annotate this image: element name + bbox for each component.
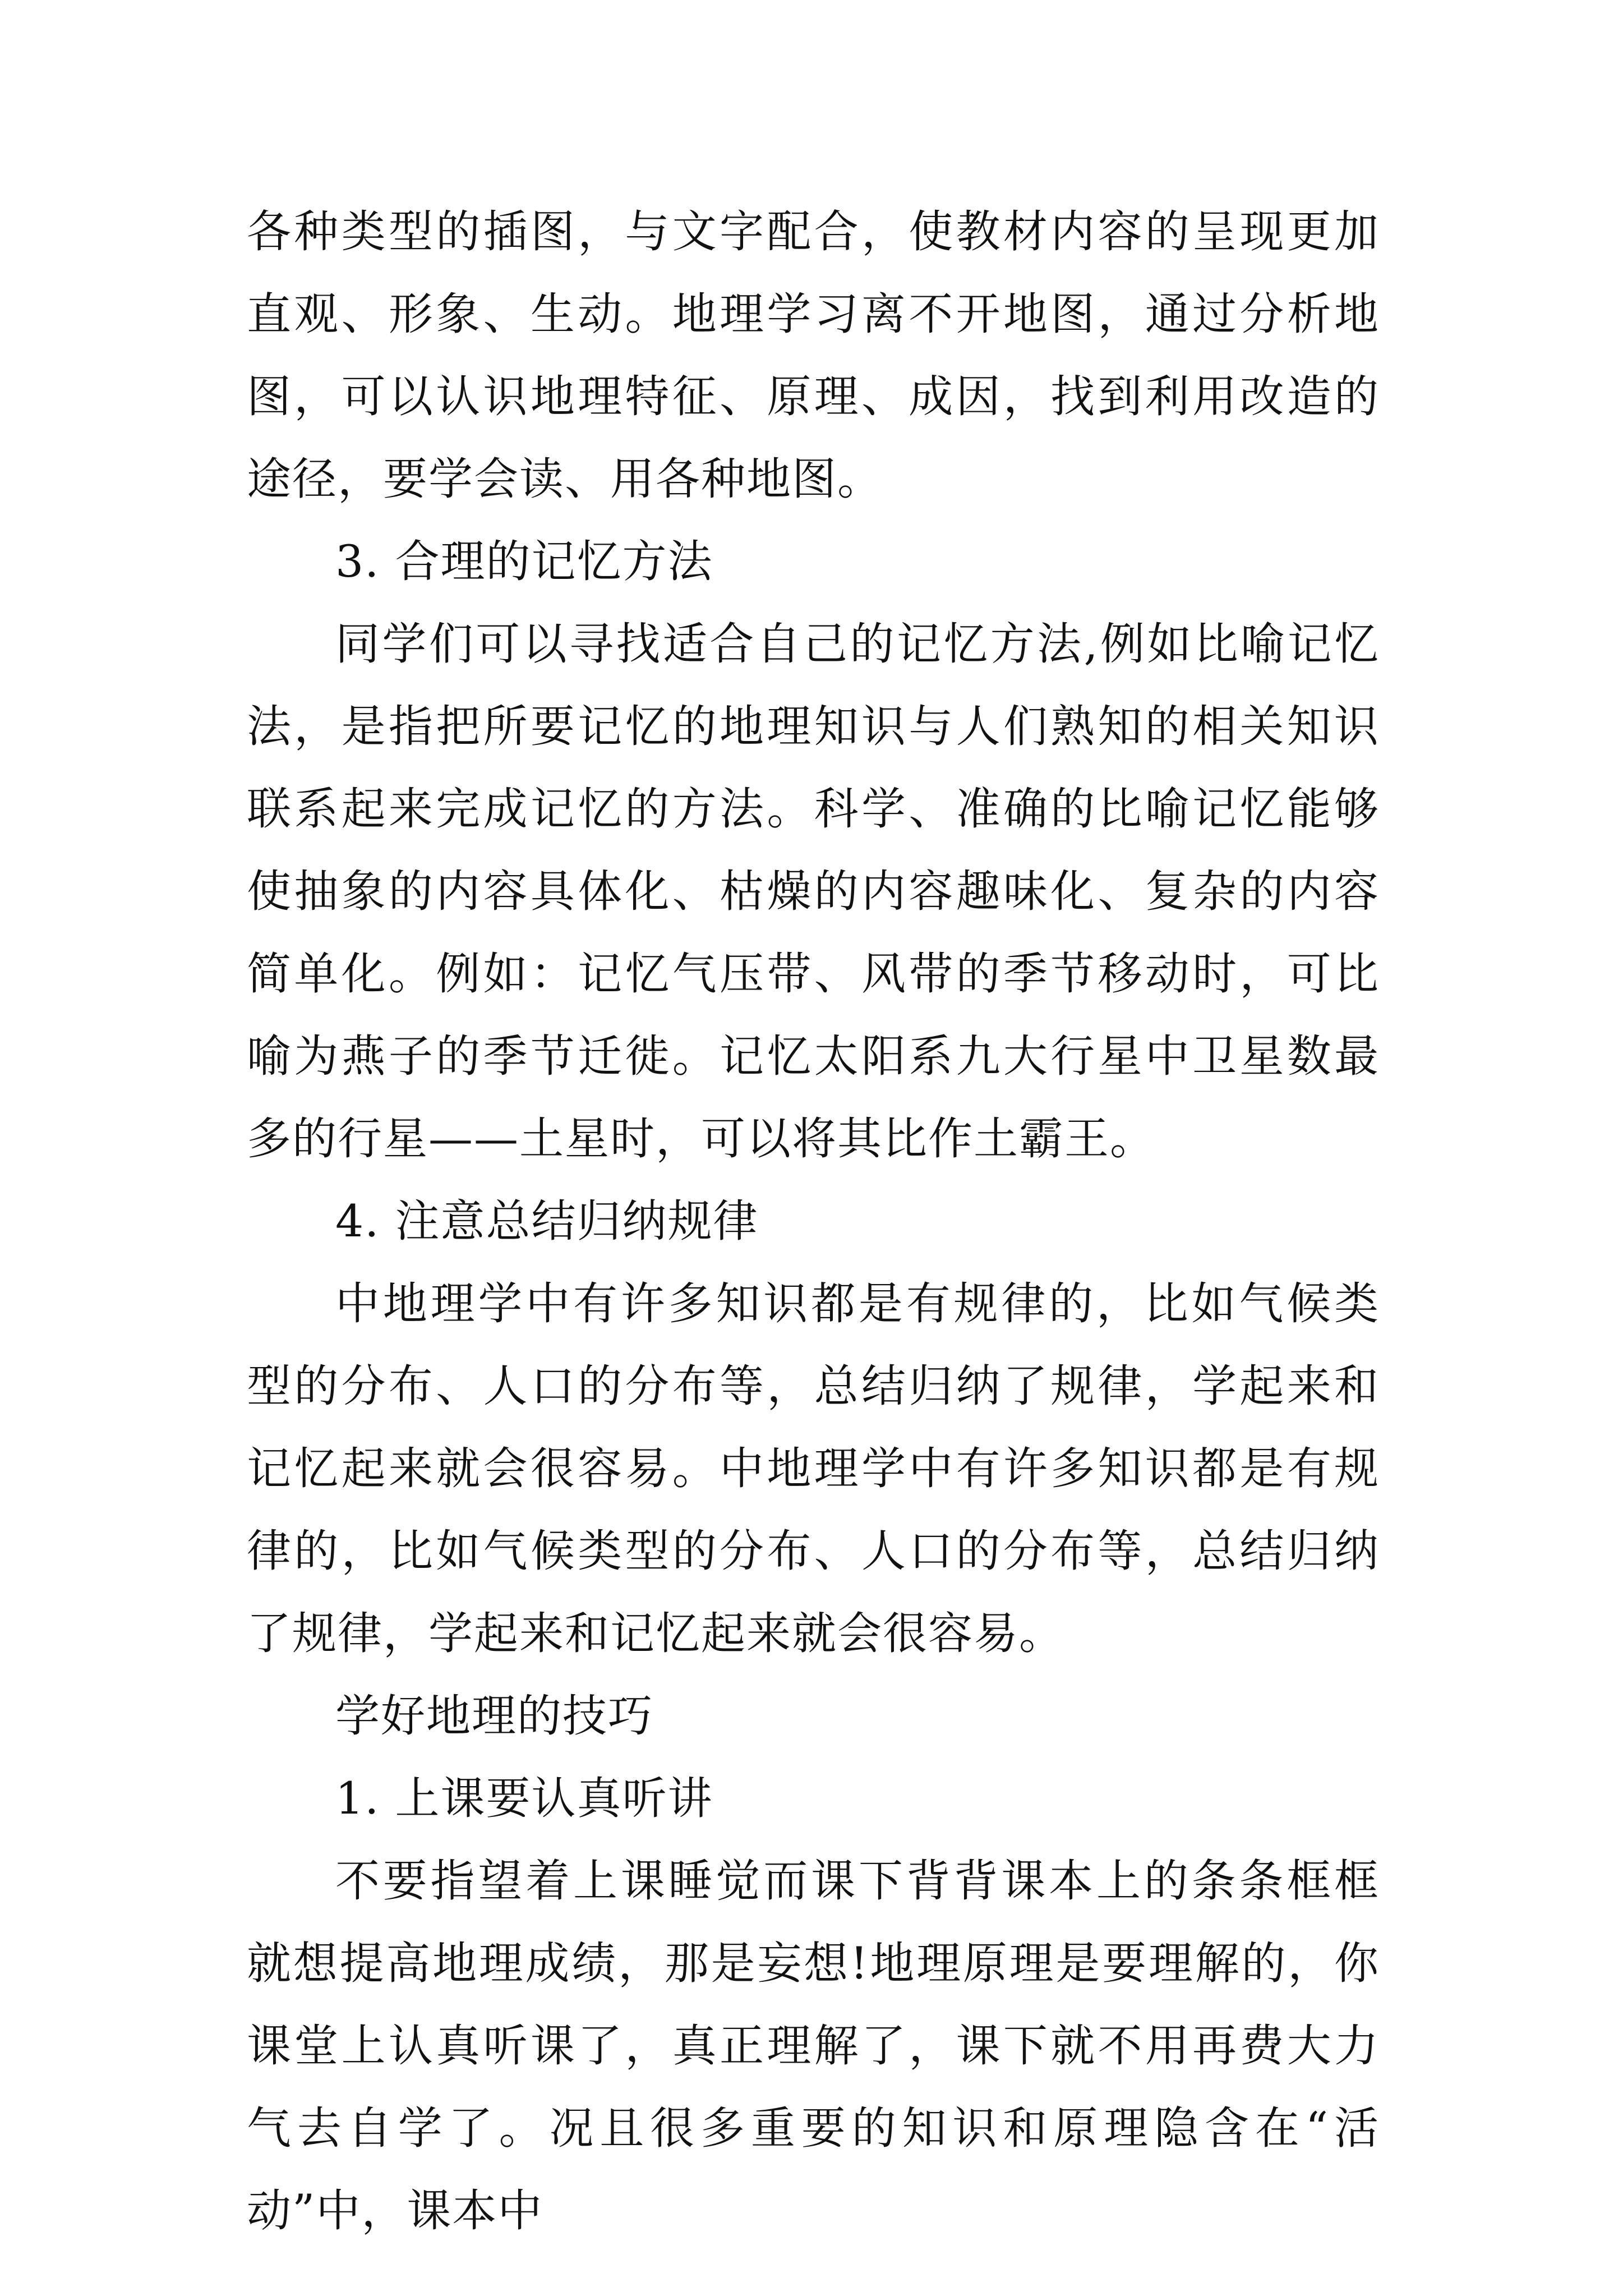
paragraph-patterns: 中地理学中有许多知识都是有规律的，比如气候类型的分布、人口的分布等，总结归纳了规律，学起来和记忆起来就会很容易。中地理学中有许多知识都是有规律的，比如气候类型的分布、人口的分布等，总结归纳了规律，学起来和记忆起来就会很容易。 xyxy=(247,1278,1380,1659)
heading-memory-method: 3. 合理的记忆方法 xyxy=(335,536,713,587)
heading-geography-tips: 学好地理的技巧 xyxy=(335,1690,653,1742)
paragraph-map-illustrations: 各种类型的插图，与文字配合，使教材内容的呈现更加直观、形象、生动。地理学习离不开地图，通过分析地图，可以认识地理特征、原理、成因，找到利用改造的途径，要学会读、用各种地图。 xyxy=(247,206,1380,505)
heading-summarize-patterns: 4. 注意总结归纳规律 xyxy=(335,1195,759,1247)
paragraph-listen-in-class: 不要指望着上课睡觉而课下背背课本上的条条框框就想提高地理成绩，那是妄想!地理原理是要理解的，你课堂上认真听课了，真正理解了，课下就不用再费大力气去自学了。况且很多重要的知识和原理隐含在“活动”中，课本中 xyxy=(247,1855,1380,2237)
heading-listen-in-class: 1. 上课要认真听讲 xyxy=(335,1773,713,1824)
document-body xyxy=(247,191,1380,2252)
paragraph-metaphor-memory: 同学们可以寻找适合自己的记忆方法,例如比喻记忆法，是指把所要记忆的地理知识与人们熟知的相关知识联系起来完成记忆的方法。科学、准确的比喻记忆能够使抽象的内容具体化、枯燥的内容趣味化、复杂的内容简单化。例如：记忆气压带、风带的季节移动时，可比喻为燕子的季节迁徙。记忆太阳系九大行星中卫星数最多的行星——土星时，可以将其比作土霸王。 xyxy=(247,618,1380,1165)
